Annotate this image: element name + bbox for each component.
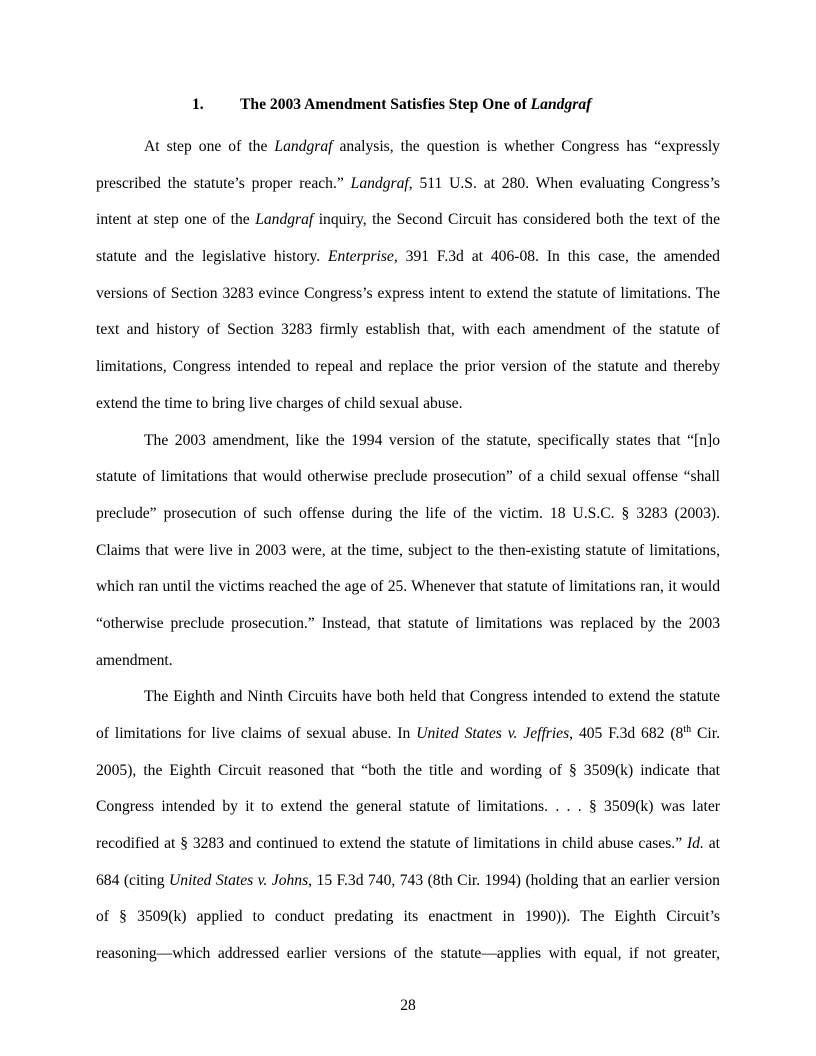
text-line: At step one of the Landgraf analysis, the question is whether Congress has “expressly <box>144 138 720 155</box>
text-line: “otherwise preclude prosecution.” Instead, that statute of limitations was replaced by the 2003 <box>96 614 720 632</box>
italic-citation: United States v. Jeffries <box>416 725 570 742</box>
italic-citation: Enterprise <box>328 248 394 266</box>
page-number: 28 <box>400 997 416 1014</box>
paragraph <box>96 423 720 680</box>
text-line: limitations, Congress intended to repeal and replace the prior version of the statute and thereby <box>96 358 720 376</box>
section-heading <box>96 93 720 117</box>
text-line: prescribed the statute’s proper reach.” Landgraf, 511 U.S. at 280. When evaluating Congress’s <box>96 174 720 192</box>
text-line: statute and the legislative history. Enterprise, 391 F.3d at 406-08. In this case, the amended <box>96 248 720 266</box>
text-line: of § 3509(k) applied to conduct predating its enactment in 1990)). The Eighth Circuit’s <box>96 908 720 926</box>
text-line: 2005), the Eighth Circuit reasoned that “both the title and wording of § 3509(k) indicate that <box>96 761 720 779</box>
document-page <box>96 93 720 973</box>
text-line: Claims that were live in 2003 were, at the time, subject to the then-existing statute of limitations, <box>96 541 720 559</box>
italic-citation: Landgraf <box>274 138 333 155</box>
ordinal-superscript: th <box>683 723 692 735</box>
text-line: recodified at § 3283 and continued to extend the statute of limitations in child abuse cases.” Id. at <box>96 835 720 853</box>
text-line: of limitations for live claims of sexual abuse. In United States v. Jeffries, 405 F.3d 682 (8th Cir. <box>96 723 720 742</box>
text-line: statute of limitations that would otherwise preclude prosecution” of a child sexual offense “shall <box>96 468 720 486</box>
paragraph <box>96 679 720 973</box>
text-line: intent at step one of the Landgraf inquiry, the Second Circuit has considered both the text of the <box>96 211 720 229</box>
italic-citation: United States v. Johns <box>169 871 309 889</box>
body-text <box>96 129 720 973</box>
section-number: 1. <box>192 96 204 113</box>
text-line: The 2003 amendment, like the 1994 version of the statute, specifically states that “[n]o <box>144 431 720 449</box>
italic-citation: Id. <box>686 835 704 853</box>
section-title: The 2003 Amendment Satisfies Step One of <box>240 96 531 113</box>
text-line: The Eighth and Ninth Circuits have both held that Congress intended to extend the statute <box>144 688 720 706</box>
section-title-case-name: Landgraf <box>530 96 592 113</box>
text-line: which ran until the victims reached the age of 25. Whenever that statute of limitations ran, it would <box>96 578 720 596</box>
text-line: reasoning—which addressed earlier versions of the statute—applies with equal, if not greater, <box>96 945 720 963</box>
text-line: extend the time to bring live charges of child sexual abuse. <box>96 394 463 412</box>
text-line: Congress intended by it to extend the general statute of limitations. . . . § 3509(k) was later <box>96 798 720 816</box>
text-line: preclude” prosecution of such offense during the life of the victim. 18 U.S.C. § 3283 (2003). <box>96 504 720 522</box>
italic-citation: Landgraf <box>350 174 409 192</box>
paragraph <box>96 129 720 423</box>
text-line: amendment. <box>96 651 173 669</box>
italic-citation: Landgraf <box>255 211 314 229</box>
text-line: text and history of Section 3283 firmly establish that, with each amendment of the statute of <box>96 321 720 339</box>
text-line: versions of Section 3283 evince Congress’s express intent to extend the statute of limitations. The <box>96 284 720 302</box>
text-line: 684 (citing United States v. Johns, 15 F.3d 740, 743 (8th Cir. 1994) (holding that an earlier version <box>96 871 720 889</box>
